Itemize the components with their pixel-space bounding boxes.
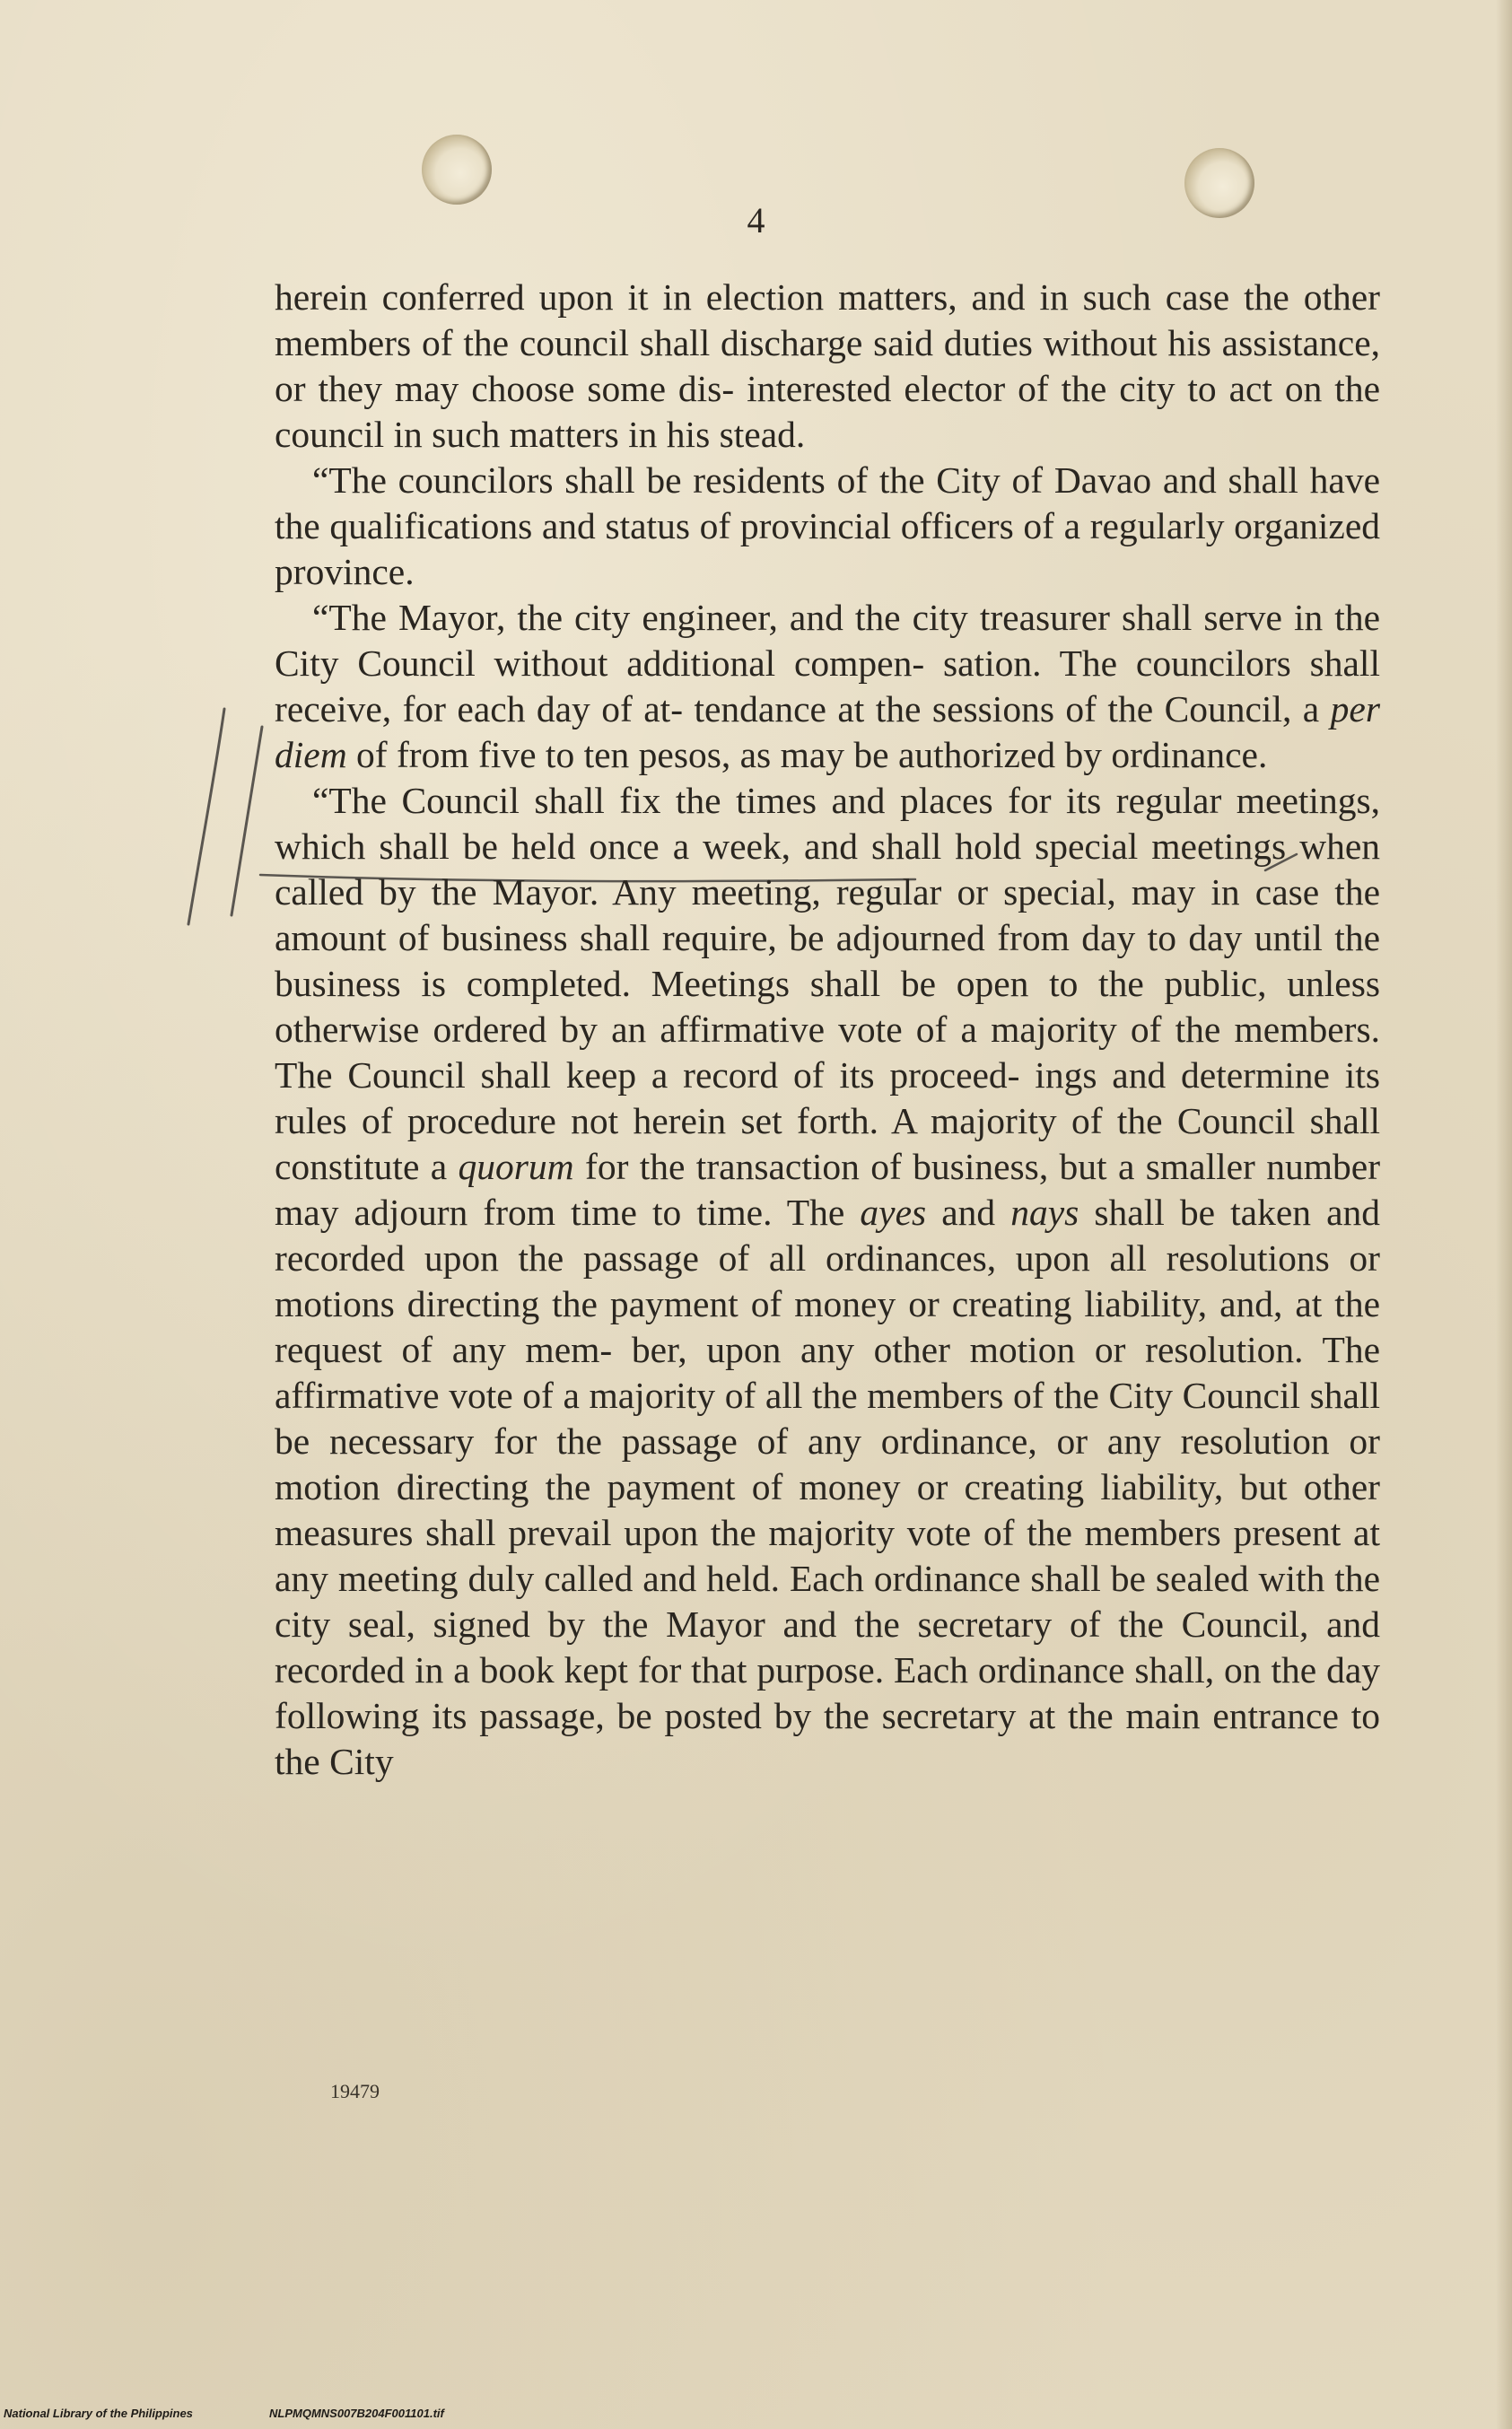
- paragraph-1: [275, 275, 1380, 458]
- italic-term: ayes: [860, 1192, 927, 1233]
- binding-hole-left: [422, 135, 492, 205]
- italic-term: quorum: [458, 1146, 574, 1187]
- italic-term: nays: [1010, 1192, 1079, 1233]
- italic-term: per diem: [275, 688, 1380, 775]
- body-text: [275, 275, 1380, 1785]
- text-run: “The Mayor, the city engineer, and the city treasurer shall serve in the City Council without additional compen- sation. The councilors shall receive, for each day of at- tendance at the sessions of the Council, a: [275, 597, 1380, 730]
- paragraph-3: [275, 595, 1380, 778]
- text-run: “The Council shall fix the times and places for its regular meetings, which shall be held once a week, and shall hold special meetings when called by the Mayor. Any meeting, regular or special, may in case the amount of business shall require, be adjourned from day to day until the business is completed. Meetings shall be open to the public, unless otherwise ordered by an affirmative vote of a majority of the members. The Council shall keep a record of its proceed- ings and determine its rules of procedure not herein set forth. A majority of the Council shall constitute a: [275, 780, 1380, 1187]
- text-run: for the transaction of business, but a smaller number may adjourn from time to time. The: [275, 1146, 1381, 1233]
- paragraph-2: [275, 458, 1380, 595]
- printer-code: 19479: [330, 2080, 380, 2102]
- footer-library-label: National Library of the Philippines: [4, 2407, 193, 2420]
- page-number: 4: [747, 200, 765, 240]
- paragraph-4: [275, 778, 1380, 1785]
- text-run: “The councilors shall be residents of the City of Davao and shall have the qualifications and status of provincial officers of a regularly organized province.: [275, 459, 1380, 592]
- text-run: and: [926, 1192, 1011, 1233]
- page-edge-shadow: [1496, 0, 1512, 2429]
- text-run: herein conferred upon it in election matters, and in such case the other members of the council shall discharge said duties without his assistance, or they may choose some dis- interested elector of the city to act on the council in such matters in his stead.: [275, 276, 1380, 455]
- text-run: of from five to ten pesos, as may be authorized by ordinance.: [346, 734, 1268, 775]
- footer-filename: NLPMQMNS007B204F001101.tif: [269, 2407, 444, 2420]
- text-run: shall be taken and recorded upon the passage of all ordinances, upon all resolutions or motions directing the payment of money or creating liability, and, at the request of any mem- ber, upon any other motion or resolution. The affirmative vote of a majority of all the members of the City Council shall be necessary for the passage of any ordinance, or any resolution or motion directing the payment of money or creating liability, but other measures shall prevail upon the majority vote of the members present at any meeting duly called and held. Each ordinance shall be sealed with the city seal, signed by the Mayor and the secretary of the Council, and recorded in a book kept for that purpose. Each ordinance shall, on the day following its passage, be posted by the secretary at the main entrance to the City: [275, 1192, 1380, 1782]
- pencil-margin-mark: [162, 700, 287, 933]
